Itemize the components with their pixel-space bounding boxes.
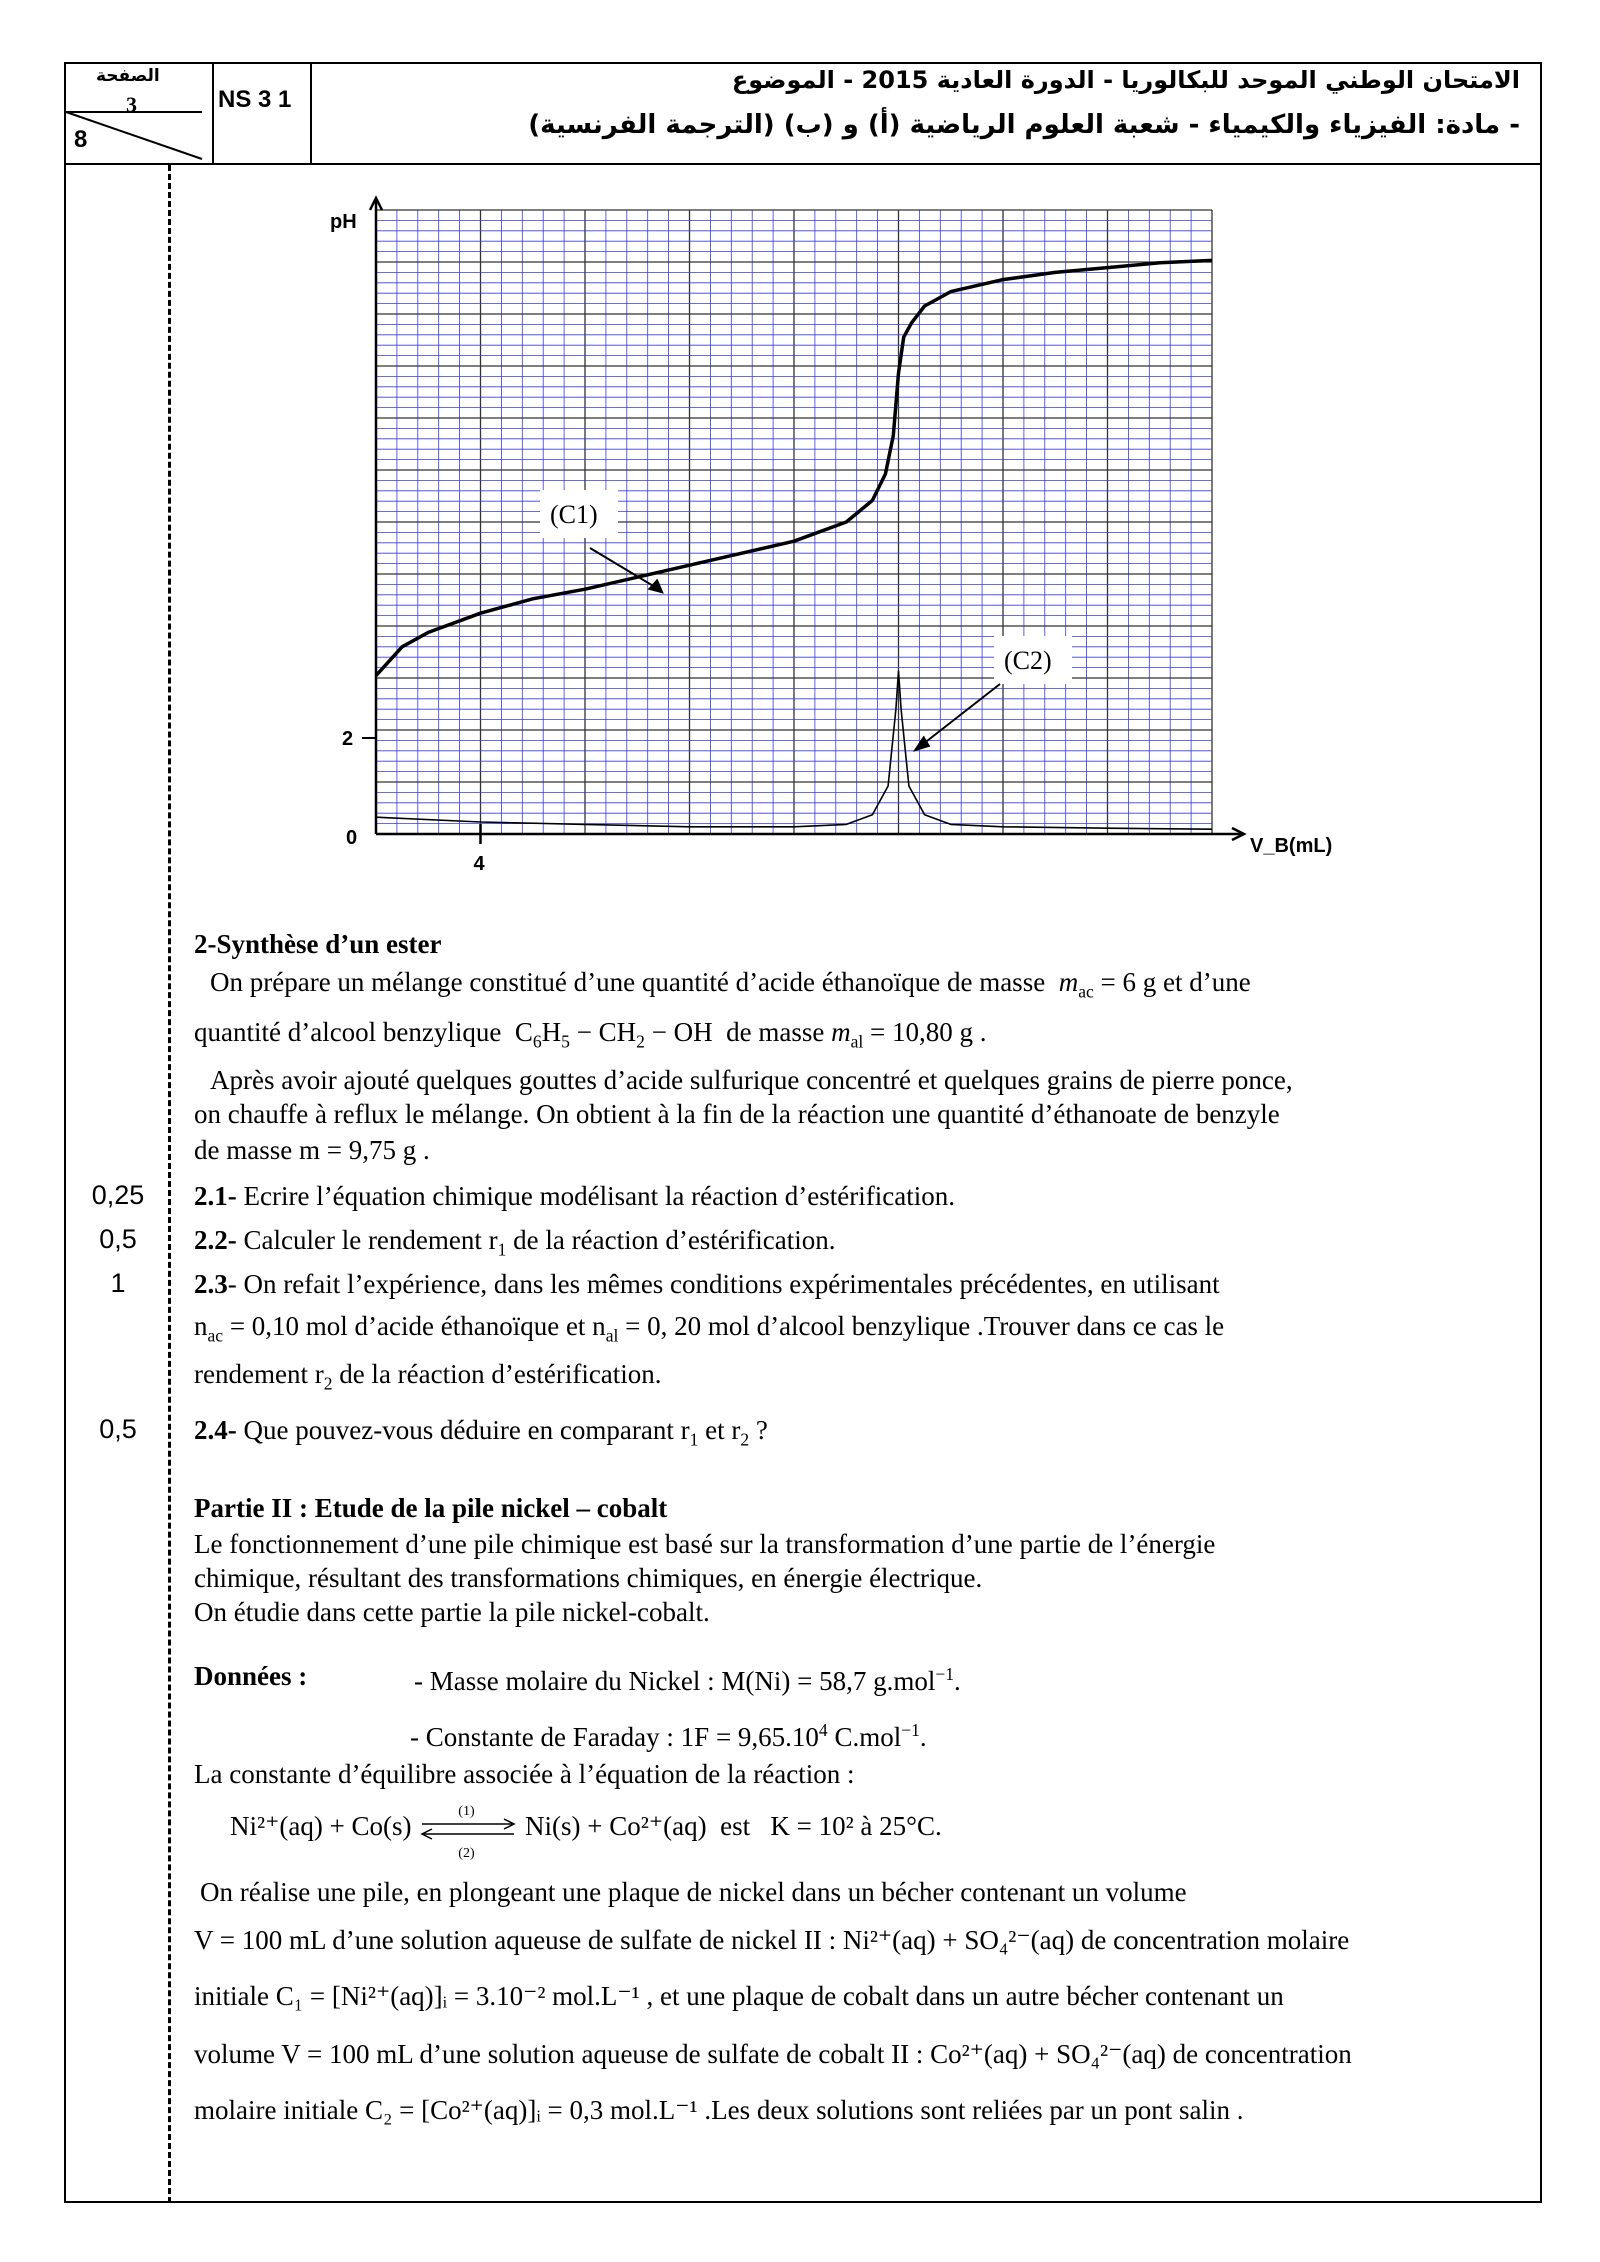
exam-code: NS 3 1 <box>218 86 292 113</box>
donnees-faraday: - Constante de Faraday : $1F = 9,65.10^4$ C.mol$^{-1}$. <box>410 1720 927 1752</box>
annotation-c2-arrowhead-icon <box>914 736 930 751</box>
x-axis-label: V_B(mL) <box>1250 835 1333 857</box>
part2-p1: Le fonctionnement d’une pile chimique est basé sur la transformation d’une partie de l’énergie <box>194 1529 1216 1559</box>
part2-p2: chimique, résultant des transformations chimiques, en énergie électrique. <box>194 1563 983 1593</box>
section2-p2b: on chauffe à reflux le mélange. On obtient à la fin de la réaction une quantité d’éthanoate de benzyle <box>194 1099 1280 1129</box>
part2-p4a: On réalise une pile, en plongeant une plaque de nickel dans un bécher contenant un volume <box>200 1877 1187 1907</box>
section2-p1b: quantité d’alcool benzylique $C_6H_5 - CH_2$ − OH de masse $m_{al} = 10,80$ g . <box>194 1017 987 1052</box>
question-2-4: 2.4- Que pouvez-vous déduire en comparant $r_1$ et $r_2$ ? <box>194 1415 768 1450</box>
page-label: الصفحة <box>96 66 160 86</box>
annotation-c2-arrow <box>918 684 1000 748</box>
y-tick-label-0: 0 <box>346 827 358 849</box>
part2-p4c: initiale C₁ = [Ni²⁺(aq)]ᵢ = 3.10⁻² mol.L⁻¹ , et une plaque de cobalt dans un autre bécher contenant un <box>194 1981 1284 2011</box>
points-q24: 0,5 <box>99 1414 137 1444</box>
exam-title-line2: - مادة: الفيزياء والكيمياء - شعبة العلوم الرياضية (أ) و (ب) (الترجمة الفرنسية) <box>528 110 1520 140</box>
section2-p2a: Après avoir ajouté quelques gouttes d’acide sulfurique concentré et quelques grains de pierre ponce, <box>210 1065 1293 1095</box>
y-tick-label-2: 2 <box>342 728 354 750</box>
k-intro: La constante d’équilibre associée à l’équation de la réaction : <box>194 1759 855 1789</box>
x-tick-label-4: 4 <box>473 853 485 875</box>
titration-chart-svg <box>300 200 1333 880</box>
annotation-c1: (C1) <box>550 500 598 529</box>
question-2-3b: $n_{ac} = 0,10$ mol d’acide éthanoïque et $n_{al} = 0$, 20 mol d’alcool benzylique .Trouver dans ce cas le <box>194 1311 1225 1346</box>
question-2-2: 2.2- Calculer le rendement $r_1$ de la réaction d’estérification. <box>194 1225 836 1260</box>
part2-title: Partie II : Etude de la pile nickel – cobalt <box>194 1493 668 1523</box>
points-q22: 0,5 <box>99 1224 137 1254</box>
y-axis-label: pH <box>330 211 357 233</box>
donnees-label: Données : <box>194 1661 308 1691</box>
section2-title: 2-Synthèse d’un ester <box>194 929 442 959</box>
question-2-3c: rendement $r_2$ de la réaction d’estérification. <box>194 1359 662 1394</box>
total-pages: 8 <box>74 126 88 153</box>
question-2-3a: 2.3- On refait l’expérience, dans les mêmes conditions expérimentales précédentes, en utilisant <box>194 1269 1220 1299</box>
points-q21: 0,25 <box>91 1180 145 1210</box>
arrow-label-1: (1) <box>458 1803 475 1819</box>
reaction-equation: Ni²⁺(aq) + Co(s) (1) (2) Ni(s) + Co²⁺(aq) est K = 10² à 25°C. <box>230 1810 942 1844</box>
arrow-label-2: (2) <box>458 1845 475 1861</box>
part2-p4d: volume V = 100 mL d’une solution aqueuse de sulfate de cobalt II : Co²⁺(aq) + SO₄²⁻(aq) de concentration <box>194 2039 1352 2069</box>
points-q23: 1 <box>110 1268 126 1298</box>
titration-graph <box>300 200 1333 885</box>
section2-p1a: On prépare un mélange constitué d’une quantité d’acide éthanoïque de masse $m_{ac} = 6$ g et d’une <box>210 967 1251 1002</box>
header-divider <box>64 163 1542 165</box>
question-2-1: 2.1- Ecrire l’équation chimique modélisant la réaction d’estérification. <box>194 1181 955 1211</box>
annotation-c1-arrowhead-icon <box>648 579 663 593</box>
page-number-box <box>66 64 202 159</box>
section2-p2c: de masse m = 9,75 g . <box>194 1135 430 1165</box>
equilibrium-arrows <box>418 1803 518 1861</box>
part2-p4b: V = 100 mL d’une solution aqueuse de sulfate de nickel II : Ni²⁺(aq) + SO₄²⁻(aq) de concentration molaire <box>194 1925 1350 1955</box>
annotation-c1-arrow <box>590 548 660 590</box>
part2-p4e: molaire initiale C₂ = [Co²⁺(aq)]ᵢ = 0,3 mol.L⁻¹ .Les deux solutions sont reliées par un pont salin . <box>194 2095 1244 2125</box>
donnees-molar-mass: - Masse molaire du Nickel : M(Ni) = 58,7 g.mol$^{-1}$. <box>414 1664 961 1696</box>
margin-dashed-line <box>168 165 171 2203</box>
annotation-c2: (C2) <box>1004 646 1052 675</box>
page-number: 3 <box>126 92 137 117</box>
part2-p3: On étudie dans cette partie la pile nickel-cobalt. <box>194 1597 710 1627</box>
exam-title-line1: الامتحان الوطني الموحد للبكالوريا - الدورة العادية 2015 - الموضوع <box>731 66 1520 94</box>
